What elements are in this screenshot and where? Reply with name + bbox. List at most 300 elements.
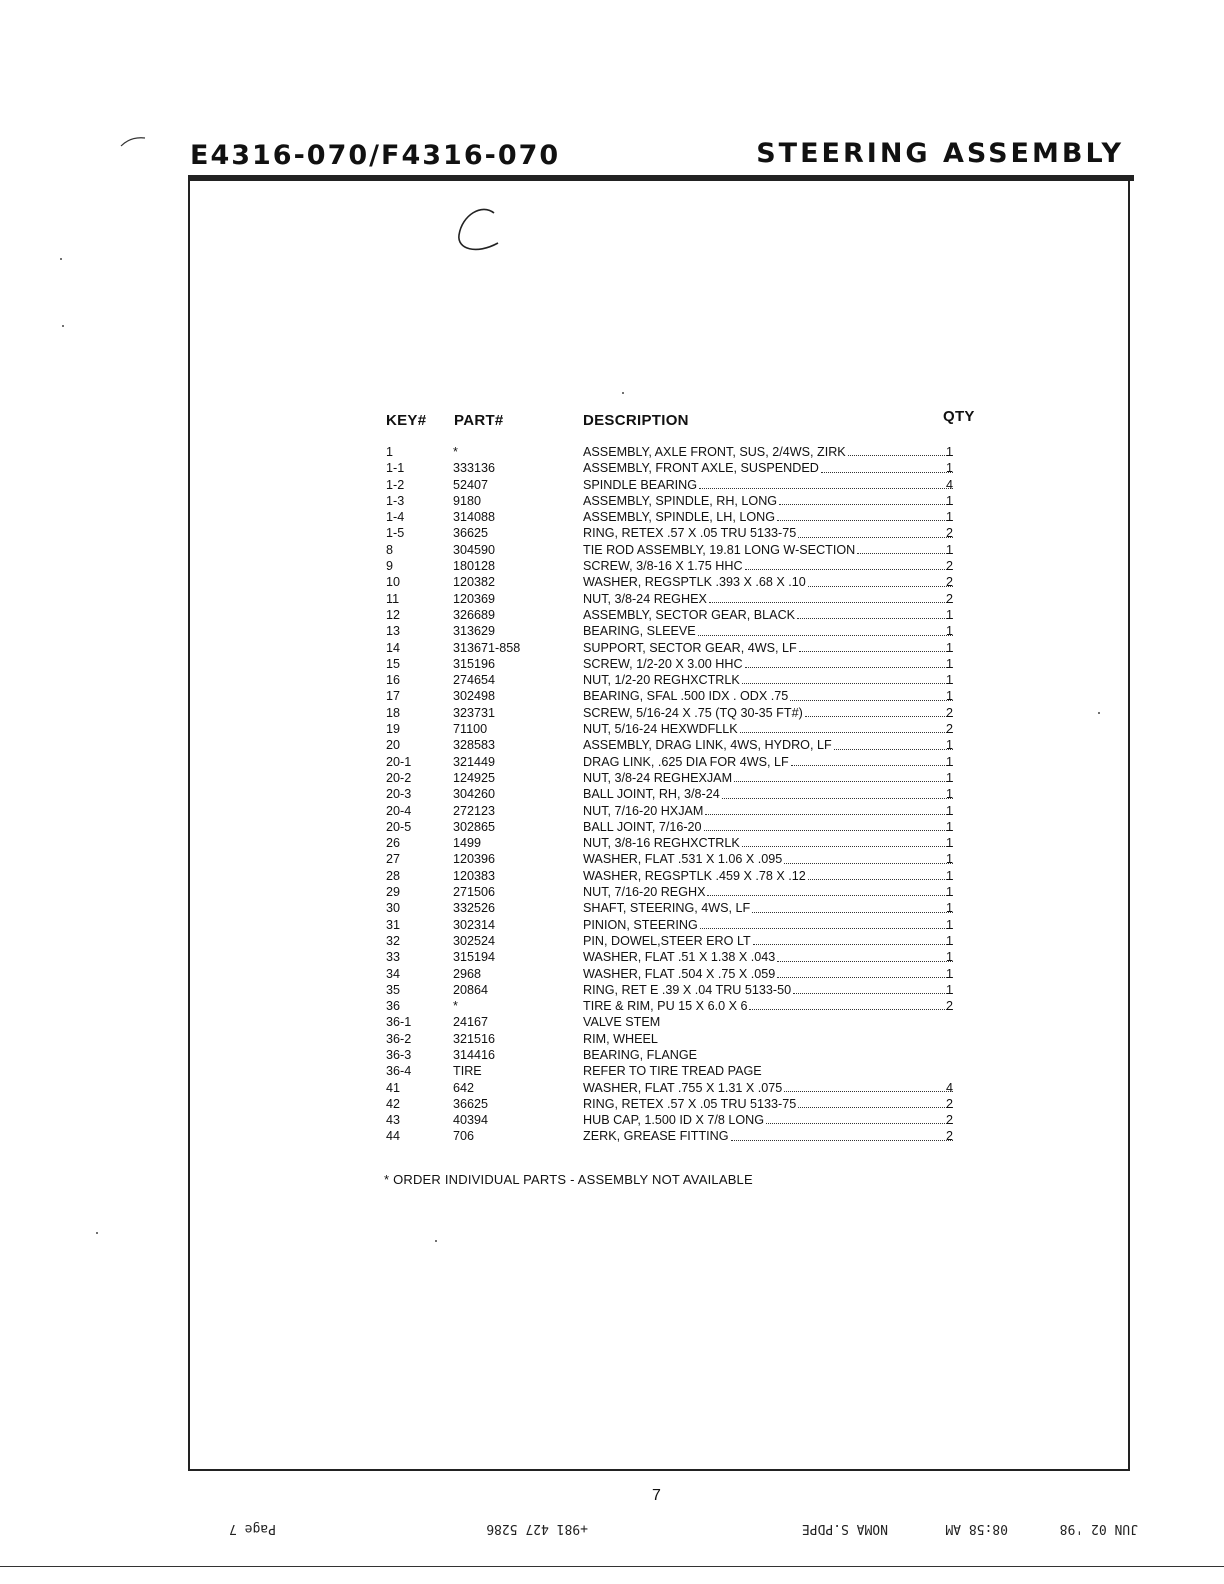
- part-number-cell: 328583: [453, 738, 496, 753]
- key-cell: 41: [386, 1080, 401, 1095]
- description-text: ASSEMBLY, SPINDLE, LH, LONG: [583, 510, 776, 525]
- table-body: [386, 444, 986, 1145]
- description-text: WASHER, REGSPTLK .393 X .68 X .10: [583, 575, 806, 590]
- scan-speck: [622, 392, 624, 394]
- qty-cell: 1: [946, 542, 954, 557]
- table-row: [386, 1063, 986, 1079]
- part-number-cell: 1499: [453, 836, 482, 851]
- part-number-cell: 315194: [453, 950, 496, 965]
- table-row: [386, 640, 986, 656]
- table-row: [386, 819, 986, 835]
- part-number-cell: 315196: [453, 656, 496, 671]
- description-cell: [583, 591, 955, 607]
- leader-dots: [749, 998, 953, 1010]
- table-row: [386, 803, 986, 819]
- leader-dots: [745, 558, 953, 570]
- key-cell: 20-1: [386, 754, 412, 769]
- table-row: [386, 444, 986, 460]
- leader-dots: [722, 786, 953, 798]
- description-text: ASSEMBLY, DRAG LINK, 4WS, HYDRO, LF: [583, 738, 832, 753]
- description-cell: [583, 737, 955, 753]
- leader-dots: [784, 1080, 953, 1092]
- part-number-cell: 40394: [453, 1113, 489, 1128]
- leader-dots: [798, 1096, 953, 1108]
- description-cell: [583, 460, 955, 476]
- key-cell: 20-2: [386, 770, 412, 785]
- description-cell: [583, 574, 955, 590]
- description-text: NUT, 1/2-20 REGHXCTRLK: [583, 673, 740, 688]
- key-cell: 36-1: [386, 1015, 412, 1030]
- leader-dots: [777, 509, 953, 521]
- key-cell: 13: [386, 624, 401, 639]
- table-row: [386, 786, 986, 802]
- leader-dots: [745, 656, 953, 668]
- description-cell: [583, 803, 955, 819]
- qty-cell: 1: [946, 673, 954, 688]
- part-number-cell: 36625: [453, 526, 489, 541]
- table-row: [386, 754, 986, 770]
- key-cell: 26: [386, 836, 401, 851]
- description-cell: [583, 770, 955, 786]
- description-cell: [583, 900, 955, 916]
- table-row: [386, 884, 986, 900]
- key-cell: 1-1: [386, 461, 405, 476]
- description-cell: [583, 705, 955, 721]
- description-cell: [583, 509, 955, 525]
- leader-dots: [779, 493, 953, 505]
- description-text: BEARING, SLEEVE: [583, 624, 696, 639]
- part-number-cell: 120383: [453, 868, 496, 883]
- qty-cell: 1: [946, 917, 954, 932]
- description-cell: [583, 1063, 955, 1079]
- leader-dots: [798, 525, 953, 537]
- leader-dots: [734, 770, 953, 782]
- key-cell: 1-4: [386, 510, 405, 525]
- key-cell: 28: [386, 868, 401, 883]
- table-row: [386, 900, 986, 916]
- description-cell: [583, 525, 955, 541]
- qty-cell: 1: [946, 770, 954, 785]
- key-cell: 36-4: [386, 1064, 412, 1079]
- part-number-cell: *: [453, 999, 458, 1014]
- part-number-cell: 120369: [453, 591, 496, 606]
- description-cell: [583, 477, 955, 493]
- qty-cell: 1: [946, 754, 954, 769]
- qty-cell: 2: [946, 722, 954, 737]
- qty-cell: 1: [946, 950, 954, 965]
- table-row: [386, 525, 986, 541]
- part-number-cell: 124925: [453, 770, 496, 785]
- qty-cell: 2: [946, 999, 954, 1014]
- leader-dots: [709, 591, 953, 603]
- leader-dots: [857, 542, 953, 554]
- description-cell: [583, 542, 955, 558]
- leader-dots: [699, 477, 953, 489]
- qty-cell: 1: [946, 885, 954, 900]
- qty-cell: 1: [946, 607, 954, 622]
- description-cell: [583, 444, 955, 460]
- description-cell: [583, 656, 955, 672]
- table-row: [386, 982, 986, 998]
- description-cell: [583, 851, 955, 867]
- table-row: [386, 1014, 986, 1030]
- key-cell: 1-2: [386, 477, 405, 492]
- column-header-description: DESCRIPTION: [583, 412, 689, 429]
- table-row: [386, 770, 986, 786]
- qty-cell: 1: [946, 624, 954, 639]
- description-cell: [583, 835, 955, 851]
- column-header-key: KEY#: [386, 412, 427, 429]
- parts-table: [386, 408, 986, 1145]
- key-cell: 33: [386, 950, 401, 965]
- part-number-cell: TIRE: [453, 1064, 482, 1079]
- table-row: [386, 623, 986, 639]
- part-number-cell: *: [453, 445, 458, 459]
- leader-dots: [777, 949, 953, 961]
- table-row: [386, 688, 986, 704]
- description-text: PINION, STEERING: [583, 917, 698, 932]
- description-cell: [583, 754, 955, 770]
- handwritten-c-mark: [454, 205, 504, 255]
- table-row: [386, 721, 986, 737]
- part-number-cell: 71100: [453, 722, 488, 737]
- part-number-cell: 321516: [453, 1031, 496, 1046]
- description-cell: [583, 688, 955, 704]
- key-cell: 43: [386, 1113, 401, 1128]
- part-number-cell: 9180: [453, 493, 482, 508]
- part-number-cell: 326689: [453, 607, 496, 622]
- key-cell: 19: [386, 722, 401, 737]
- description-text: SUPPORT, SECTOR GEAR, 4WS, LF: [583, 640, 797, 655]
- description-text: VALVE STEM: [583, 1015, 661, 1030]
- table-row: [386, 835, 986, 851]
- leader-dots: [742, 672, 953, 684]
- qty-cell: 1: [946, 966, 954, 981]
- description-cell: [583, 917, 955, 933]
- description-text: PIN, DOWEL,STEER ERO LT: [583, 933, 751, 948]
- leader-dots: [740, 721, 953, 733]
- qty-cell: 4: [946, 477, 954, 492]
- table-row: [386, 1047, 986, 1063]
- leader-dots: [704, 819, 953, 831]
- leader-dots: [808, 574, 953, 586]
- qty-cell: 1: [946, 836, 954, 851]
- table-row: [386, 574, 986, 590]
- part-number-cell: 304260: [453, 787, 496, 802]
- table-row: [386, 933, 986, 949]
- leader-dots: [777, 966, 953, 978]
- leader-dots: [705, 803, 953, 815]
- description-text: ASSEMBLY, SECTOR GEAR, BLACK: [583, 607, 796, 622]
- key-cell: 36: [386, 999, 401, 1014]
- qty-cell: 1: [946, 787, 954, 802]
- part-number-cell: 314088: [453, 510, 496, 525]
- part-number-cell: 274654: [453, 673, 496, 688]
- description-text: WASHER, FLAT .51 X 1.38 X .043: [583, 950, 776, 965]
- description-cell: [583, 1112, 955, 1128]
- description-cell: [583, 558, 955, 574]
- key-cell: 16: [386, 673, 401, 688]
- qty-cell: 2: [946, 1129, 954, 1144]
- section-title: STEERING ASSEMBLY: [756, 138, 1124, 169]
- leader-dots: [805, 705, 953, 717]
- leader-dots: [821, 460, 953, 472]
- qty-cell: 1: [946, 510, 954, 525]
- description-cell: [583, 998, 955, 1014]
- table-row: [386, 493, 986, 509]
- leader-dots: [766, 1112, 953, 1124]
- part-number-cell: 706: [453, 1129, 475, 1144]
- table-header: [386, 408, 986, 444]
- leader-dots: [742, 835, 953, 847]
- description-text: BALL JOINT, 7/16-20: [583, 819, 702, 834]
- leader-dots: [790, 688, 953, 700]
- part-number-cell: 302524: [453, 933, 496, 948]
- qty-cell: 1: [946, 738, 954, 753]
- part-number-cell: 272123: [453, 803, 496, 818]
- key-cell: 10: [386, 575, 401, 590]
- key-cell: 35: [386, 982, 401, 997]
- table-row: [386, 737, 986, 753]
- key-cell: 20-3: [386, 787, 412, 802]
- key-cell: 31: [386, 917, 401, 932]
- key-cell: 20-4: [386, 803, 412, 818]
- leader-dots: [752, 900, 953, 912]
- description-text: NUT, 5/16-24 HEXWDFLLK: [583, 722, 738, 737]
- description-cell: [583, 949, 955, 965]
- description-text: RING, RETEX .57 X .05 TRU 5133-75: [583, 526, 797, 541]
- description-text: TIE ROD ASSEMBLY, 19.81 LONG W-SECTION: [583, 542, 856, 557]
- description-cell: [583, 672, 955, 688]
- qty-cell: 2: [946, 1096, 954, 1111]
- column-header-part: PART#: [454, 412, 504, 429]
- qty-cell: 2: [946, 526, 954, 541]
- description-text: TIRE & RIM, PU 15 X 6.0 X 6: [583, 999, 748, 1014]
- key-cell: 9: [386, 559, 394, 574]
- table-row: [386, 558, 986, 574]
- description-cell: [583, 982, 955, 998]
- leader-dots: [753, 933, 953, 945]
- description-text: NUT, 3/8-24 REGHEX: [583, 591, 707, 606]
- description-text: REFER TO TIRE TREAD PAGE: [583, 1064, 762, 1079]
- qty-cell: 2: [946, 575, 954, 590]
- page-number: 7: [652, 1487, 661, 1504]
- qty-cell: 1: [946, 445, 954, 459]
- description-text: RING, RETEX .57 X .05 TRU 5133-75: [583, 1096, 797, 1111]
- part-number-cell: 120396: [453, 852, 496, 867]
- key-cell: 1-3: [386, 493, 405, 508]
- key-cell: 29: [386, 885, 401, 900]
- table-row: [386, 1112, 986, 1128]
- description-cell: [583, 1014, 955, 1030]
- qty-cell: 2: [946, 1113, 954, 1128]
- table-row: [386, 868, 986, 884]
- description-cell: [583, 1080, 955, 1096]
- description-cell: [583, 493, 955, 509]
- qty-cell: 1: [946, 933, 954, 948]
- description-cell: [583, 1096, 955, 1112]
- description-cell: [583, 966, 955, 982]
- key-cell: 34: [386, 966, 401, 981]
- description-text: WASHER, FLAT .755 X 1.31 X .075: [583, 1080, 783, 1095]
- table-row: [386, 917, 986, 933]
- description-text: BEARING, SFAL .500 IDX . ODX .75: [583, 689, 789, 704]
- leader-dots: [834, 737, 953, 749]
- description-text: SHAFT, STEERING, 4WS, LF: [583, 901, 751, 916]
- description-cell: [583, 786, 955, 802]
- description-cell: [583, 1047, 955, 1063]
- table-row: [386, 998, 986, 1014]
- key-cell: 20: [386, 738, 401, 753]
- table-row: [386, 542, 986, 558]
- leader-dots: [698, 623, 953, 635]
- fax-page: Page 7: [229, 1521, 276, 1536]
- leader-dots: [784, 851, 953, 863]
- description-cell: [583, 640, 955, 656]
- leader-dots: [731, 1128, 953, 1140]
- part-number-cell: 20864: [453, 982, 489, 997]
- description-text: NUT, 7/16-20 REGHX: [583, 885, 706, 900]
- qty-cell: 1: [946, 803, 954, 818]
- key-cell: 18: [386, 705, 401, 720]
- part-number-cell: 333136: [453, 461, 496, 476]
- key-cell: 17: [386, 689, 401, 704]
- fax-time: 08:58 AM: [945, 1521, 1008, 1536]
- column-header-qty: QTY: [943, 408, 975, 425]
- part-number-cell: 314416: [453, 1047, 496, 1062]
- description-cell: [583, 1031, 955, 1047]
- table-row: [386, 966, 986, 982]
- table-row: [386, 607, 986, 623]
- qty-cell: 1: [946, 640, 954, 655]
- description-text: WASHER, FLAT .531 X 1.06 X .095: [583, 852, 783, 867]
- table-row: [386, 477, 986, 493]
- table-row: [386, 949, 986, 965]
- description-text: BALL JOINT, RH, 3/8-24: [583, 787, 720, 802]
- leader-dots: [797, 607, 953, 619]
- table-row: [386, 509, 986, 525]
- part-number-cell: 24167: [453, 1015, 489, 1030]
- leader-dots: [707, 884, 953, 896]
- part-number-cell: 321449: [453, 754, 496, 769]
- key-cell: 1: [386, 445, 394, 459]
- scan-speck: [60, 258, 62, 260]
- description-text: SPINDLE BEARING: [583, 477, 698, 492]
- description-text: NUT, 3/8-24 REGHEXJAM: [583, 770, 733, 785]
- footnote: * ORDER INDIVIDUAL PARTS - ASSEMBLY NOT AVAILABLE: [384, 1172, 753, 1187]
- bottom-rule: [0, 1566, 1224, 1567]
- table-row: [386, 1096, 986, 1112]
- description-text: ASSEMBLY, FRONT AXLE, SUSPENDED: [583, 461, 819, 476]
- part-number-cell: 271506: [453, 885, 496, 900]
- description-text: WASHER, FLAT .504 X .75 X .059: [583, 966, 776, 981]
- description-text: BEARING, FLANGE: [583, 1047, 698, 1062]
- leader-dots: [808, 868, 953, 880]
- table-row: [386, 1031, 986, 1047]
- qty-cell: 4: [946, 1080, 954, 1095]
- qty-cell: 1: [946, 852, 954, 867]
- key-cell: 1-5: [386, 526, 405, 541]
- description-text: RING, RET E .39 X .04 TRU 5133-50: [583, 982, 792, 997]
- description-cell: [583, 721, 955, 737]
- description-text: ZERK, GREASE FITTING: [583, 1129, 729, 1144]
- description-cell: [583, 933, 955, 949]
- table-row: [386, 1128, 986, 1144]
- part-number-cell: 36625: [453, 1096, 489, 1111]
- key-cell: 44: [386, 1129, 401, 1144]
- table-row: [386, 460, 986, 476]
- key-cell: 42: [386, 1096, 401, 1111]
- description-text: ASSEMBLY, SPINDLE, RH, LONG: [583, 493, 778, 508]
- qty-cell: 1: [946, 868, 954, 883]
- leader-dots: [793, 982, 953, 994]
- leader-dots: [799, 640, 953, 652]
- table-row: [386, 672, 986, 688]
- description-text: DRAG LINK, .625 DIA FOR 4WS, LF: [583, 754, 789, 769]
- description-text: NUT, 3/8-16 REGHXCTRLK: [583, 836, 740, 851]
- part-number-cell: 332526: [453, 901, 496, 916]
- part-number-cell: 180128: [453, 559, 496, 574]
- description-text: SCREW, 1/2-20 X 3.00 HHC: [583, 656, 743, 671]
- part-number-cell: 302498: [453, 689, 496, 704]
- qty-cell: 2: [946, 591, 954, 606]
- key-cell: 12: [386, 607, 401, 622]
- fax-phone: +981 427 5286: [486, 1521, 588, 1536]
- fax-sender: NOMA S.PDPE: [801, 1521, 888, 1536]
- description-cell: [583, 607, 955, 623]
- scan-speck: [62, 325, 64, 327]
- fax-date: JUN 02 '98: [1059, 1521, 1138, 1536]
- part-number-cell: 642: [453, 1080, 475, 1095]
- description-text: WASHER, REGSPTLK .459 X .78 X .12: [583, 868, 806, 883]
- qty-cell: 2: [946, 705, 954, 720]
- key-cell: 11: [386, 591, 400, 606]
- description-cell: [583, 1128, 955, 1144]
- description-cell: [583, 623, 955, 639]
- description-text: HUB CAP, 1.500 ID X 7/8 LONG: [583, 1113, 765, 1128]
- fax-header-line: [178, 1516, 1138, 1536]
- qty-cell: 1: [946, 461, 954, 476]
- scan-mark: [120, 134, 146, 148]
- leader-dots: [791, 754, 953, 766]
- table-row: [386, 705, 986, 721]
- qty-cell: 1: [946, 656, 954, 671]
- key-cell: 8: [386, 542, 394, 557]
- qty-cell: 2: [946, 559, 954, 574]
- key-cell: 14: [386, 640, 401, 655]
- description-cell: [583, 868, 955, 884]
- table-row: [386, 591, 986, 607]
- leader-dots: [700, 917, 953, 929]
- description-cell: [583, 819, 955, 835]
- key-cell: 15: [386, 656, 401, 671]
- qty-cell: 1: [946, 493, 954, 508]
- part-number-cell: 302865: [453, 819, 496, 834]
- key-cell: 30: [386, 901, 401, 916]
- part-number-cell: 313671-858: [453, 640, 521, 655]
- scan-speck: [435, 1240, 437, 1242]
- part-number-cell: 2968: [453, 966, 482, 981]
- qty-cell: 1: [946, 901, 954, 916]
- table-row: [386, 851, 986, 867]
- part-number-cell: 120382: [453, 575, 496, 590]
- description-text: NUT, 7/16-20 HXJAM: [583, 803, 704, 818]
- key-cell: 20-5: [386, 819, 412, 834]
- table-row: [386, 1080, 986, 1096]
- description-cell: [583, 884, 955, 900]
- description-text: RIM, WHEEL: [583, 1031, 658, 1046]
- leader-dots: [848, 444, 953, 456]
